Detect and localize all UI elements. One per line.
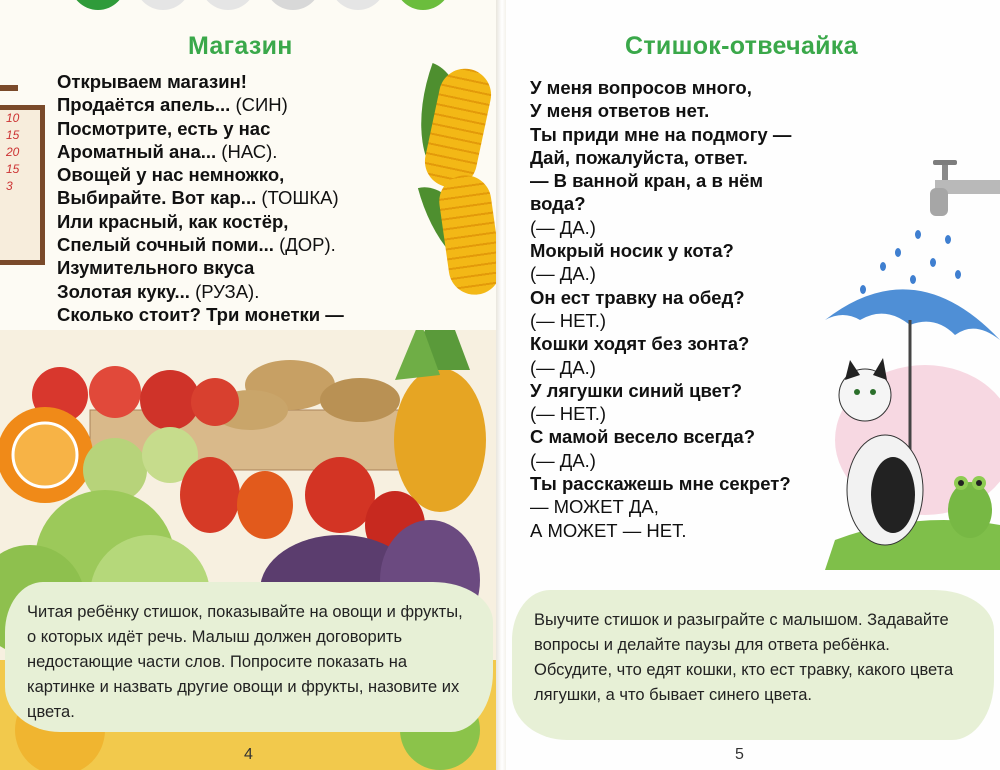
poem-line — [530, 286, 791, 309]
note-text: Читая ребёнку стишок, показывайте на овощи и фрукты, о которых идёт речь. Малыш должен договорить недостающие части слов. Попросите показать на картинке и назвать другие овощи и фрукты, назовите их цвета. — [27, 603, 463, 721]
poem-text: Ароматный ана... — [57, 140, 217, 162]
poem-text: Посмотрите, есть у нас — [57, 117, 271, 139]
poem-text: — В ванной кран, а в нём — [530, 170, 764, 192]
poem-line — [530, 449, 791, 472]
poem-text: Сколько стоит? Три монетки — — [57, 303, 344, 325]
poem-line — [530, 192, 791, 215]
poem-answer: (— ДА.) — [530, 263, 596, 285]
page-title: Магазин — [188, 32, 293, 60]
poem-line — [530, 519, 791, 542]
page-number: 5 — [735, 746, 744, 763]
poem-line — [57, 256, 344, 279]
poem — [57, 70, 344, 350]
poem-answer: (— НЕТ.) — [530, 309, 607, 331]
poem-line — [530, 472, 791, 495]
water-tap-icon — [915, 160, 1000, 230]
poem-line — [530, 169, 791, 192]
poem-answer: (ТОШКА) — [256, 187, 339, 209]
poem-text: Овощей у нас немножко, — [57, 164, 285, 186]
poem-line — [57, 210, 344, 233]
poem-text: Изумительного вкуса — [57, 257, 255, 279]
poem-answer: (НАС). — [216, 140, 278, 162]
poem-line — [530, 146, 791, 169]
poem-line — [530, 402, 791, 425]
poem-text: Он ест травку на обед? — [530, 286, 745, 308]
poem-line — [57, 280, 344, 303]
page-number: 4 — [244, 746, 253, 763]
book-gutter — [496, 0, 506, 770]
poem-text: Дай, пожалуйста, ответ. — [530, 146, 748, 168]
poem-line — [57, 233, 344, 256]
poem-line — [57, 117, 344, 140]
note-text: Выучите стишок и разыграйте с малышом. Задавайте вопросы и делайте паузы для ответа ребёнка. Обсудите, что едят кошки, кто ест травку, какого цвета лягушки, а что бывает синего цвета. — [534, 611, 954, 704]
poem-text: Выбирайте. Вот кар... — [57, 187, 257, 209]
poem-text: Или красный, как костёр, — [57, 210, 289, 232]
poem — [530, 76, 791, 542]
poem-text: У лягушки синий цвет? — [530, 379, 743, 401]
parent-note — [5, 582, 493, 732]
poem-line — [530, 495, 791, 518]
poem-line — [530, 262, 791, 285]
poem-line — [57, 70, 344, 93]
poem-answer: (СИН) — [230, 94, 288, 116]
poem-text: Мокрый носик у кота? — [530, 240, 734, 262]
poem-answer: (— ДА.) — [530, 216, 596, 238]
poem-answer: (— ДА.) — [530, 356, 596, 378]
poem-line — [530, 123, 791, 146]
poem-text: Продаётся апель... — [57, 94, 231, 116]
poem-text: У меня ответов нет. — [530, 100, 710, 122]
poem-answer: А МОЖЕТ — НЕТ. — [530, 519, 687, 541]
parent-note — [512, 590, 994, 740]
poem-line — [530, 216, 791, 239]
poem-text: Золотая куку... — [57, 280, 190, 302]
poem-line — [57, 303, 344, 326]
poem-text: У меня вопросов много, — [530, 77, 752, 98]
poem-line — [530, 99, 791, 122]
poem-line — [530, 425, 791, 448]
poem-line — [57, 140, 344, 163]
poem-text: Ты приди мне на подмогу — — [530, 123, 792, 145]
price-board: 10 15 20 15 3 — [0, 105, 45, 265]
poem-text: Спелый сочный поми... — [57, 234, 274, 256]
poem-answer: — МОЖЕТ ДА, — [530, 496, 659, 518]
poem-line — [530, 309, 791, 332]
poem-line — [530, 239, 791, 262]
poem-answer: (ДОР). — [273, 234, 336, 256]
poem-answer: (— ДА.) — [530, 449, 596, 471]
poem-text: С мамой весело всегда? — [530, 426, 756, 448]
poem-text: Открываем магазин! — [57, 71, 247, 92]
right-page — [500, 0, 1000, 770]
shelf — [0, 85, 18, 91]
poem-line — [530, 76, 791, 99]
poem-line — [530, 332, 791, 355]
poem-text: Ты расскажешь мне секрет? — [530, 473, 791, 495]
poem-line — [530, 356, 791, 379]
poem-line — [57, 186, 344, 209]
poem-answer: (РУЗА). — [189, 280, 260, 302]
poem-text: Кошки ходят без зонта? — [530, 333, 750, 355]
poem-line — [57, 93, 344, 116]
poem-text: вода? — [530, 193, 586, 215]
poem-line — [57, 163, 344, 186]
page-title: Стишок-отвечайка — [625, 32, 858, 60]
poem-line — [530, 379, 791, 402]
cat-umbrella-illustration — [815, 280, 1000, 570]
decorative-balls — [70, 0, 490, 20]
poem-answer: (— НЕТ.) — [530, 403, 607, 425]
